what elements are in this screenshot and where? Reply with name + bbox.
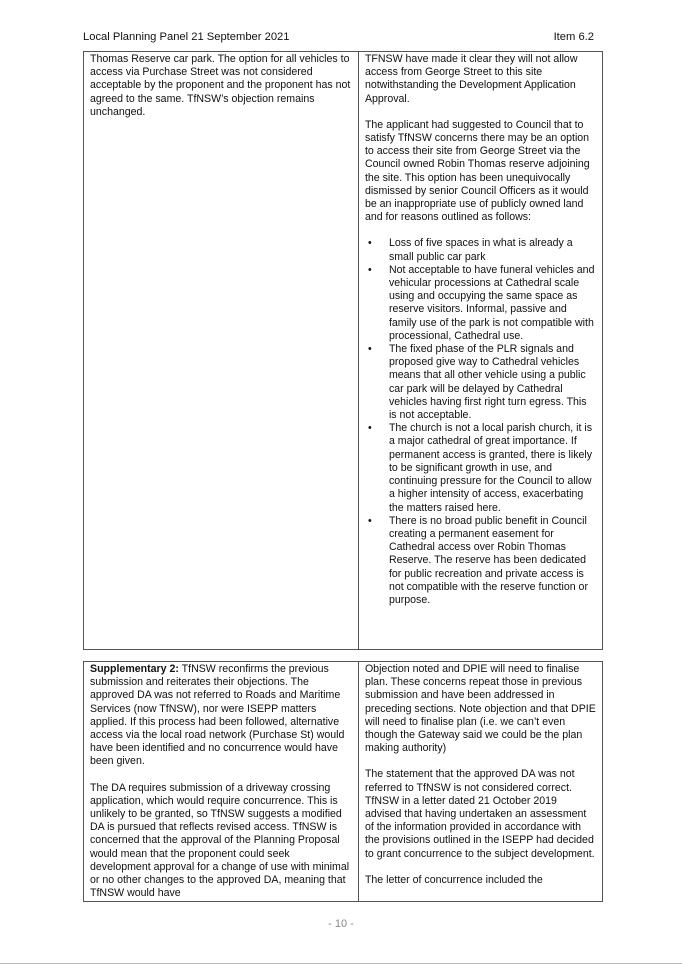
response-paragraph-2: The applicant had suggested to Council that to satisfy TfNSW concerns there may be an option to access their site from George Street via the Council owned Robin Thomas reserve adjoining the site. This option has been unequivocally dismissed by senior Council Officers as it would be an inappropriate use of publicly owned land and for reasons outlined as follows: — [364, 118, 590, 224]
supplementary-label: Supplementary 2: — [90, 663, 179, 675]
list-item: • Loss of five spaces in what is already a small public car park — [367, 237, 573, 263]
bullet-icon: • — [367, 237, 372, 250]
bullet-icon: • — [367, 422, 372, 435]
list-item: • There is no broad public benefit in Council creating a permanent easement for Cathedral access over Robin Thomas Reserve. The reserve has been dedicated for public recreation and private access is not compatible with the reserve function or purpose. — [367, 514, 588, 606]
header-item-number: Item 6.2 — [553, 31, 594, 43]
page-number: - 10 - — [328, 918, 354, 930]
list-item: • Not acceptable to have funeral vehicles and vehicular processions at Cathedral scale using and occupying the same space as reserve visitors. Informal, passive and family use of the park is not compatible with processional, Cathedral use. — [367, 263, 595, 342]
submission-cell — [84, 662, 359, 901]
bullet-icon: • — [367, 263, 372, 276]
list-item: • The church is not a local parish church, it is a major cathedral of great importance. If permanent access is granted, there is likely to be significant growth in use, and continuing pressure for the Council to allow a higher intensity of access, exacerbating the matters raised here. — [367, 422, 593, 514]
response-cell — [359, 662, 602, 901]
submission-text: Thomas Reserve car park. The option for all vehicles to access via Purchase Street was not considered acceptable by the proponent and the proponent has not agreed to the same. TfNSW’s objection remains unchanged. — [90, 53, 351, 118]
bullet-icon: • — [367, 514, 372, 527]
header-title: Local Planning Panel 21 September 2021 — [83, 31, 290, 43]
list-item: • The fixed phase of the PLR signals and proposed give way to Cathedral vehicles means that all other vehicle using a public car park will be delayed by Cathedral vehicles having first right turn egress. This is not acceptable. — [367, 343, 587, 422]
page-bottom-divider — [0, 963, 682, 964]
response-paragraph-2: The statement that the approved DA was not referred to TfNSW is not considered correct. TfNSW in a letter dated 21 October 2019 advised that having undertaken an assessment of the information provided in accordance with the provisions outlined in the ISEPP had decided to grant concurrence to the subject development. — [364, 768, 595, 860]
submission-cell — [84, 52, 359, 649]
response-paragraph-3: The letter of concurrence included the — [364, 873, 543, 886]
submission-paragraph-1: Supplementary 2: TfNSW reconfirms the previous submission and reiterates their objections. The approved DA was not referred to Roads and Maritime Services (now TfNSW), nor were ISEPP matters applied. If this process had been followed, alternative access via the local road network (Purchase St) would have been identified and no concurrence would have been given. — [90, 663, 345, 768]
submission-table-2 — [83, 661, 603, 902]
response-paragraph-1: TFNSW have made it clear they will not allow access from George Street to this site notwithstanding the Development Application Approval. — [364, 53, 578, 105]
response-paragraph-1: Objection noted and DPIE will need to finalise plan. These concerns repeat those in previous submission and have been addressed in preceding sections. Note objection and that DPIE will need to finalise plan (i.e. we can’t even though the Gateway said we could be the plan making authority) — [364, 663, 596, 755]
submission-paragraph-2: The DA requires submission of a driveway crossing application, which would require concurrence. This is unlikely to be granted, so TfNSW suggests a modified DA is pursued that reflects revised access. TfNSW is concerned that the approval of the Planning Proposal would mean that the proponent could seek development approval for a change of use with minimal or no other changes to the approved DA, meaning that TfNSW would have — [90, 781, 350, 900]
reasons-list — [365, 237, 596, 607]
submission-table-1 — [83, 51, 603, 650]
response-cell — [359, 52, 602, 649]
bullet-icon: • — [367, 343, 372, 356]
